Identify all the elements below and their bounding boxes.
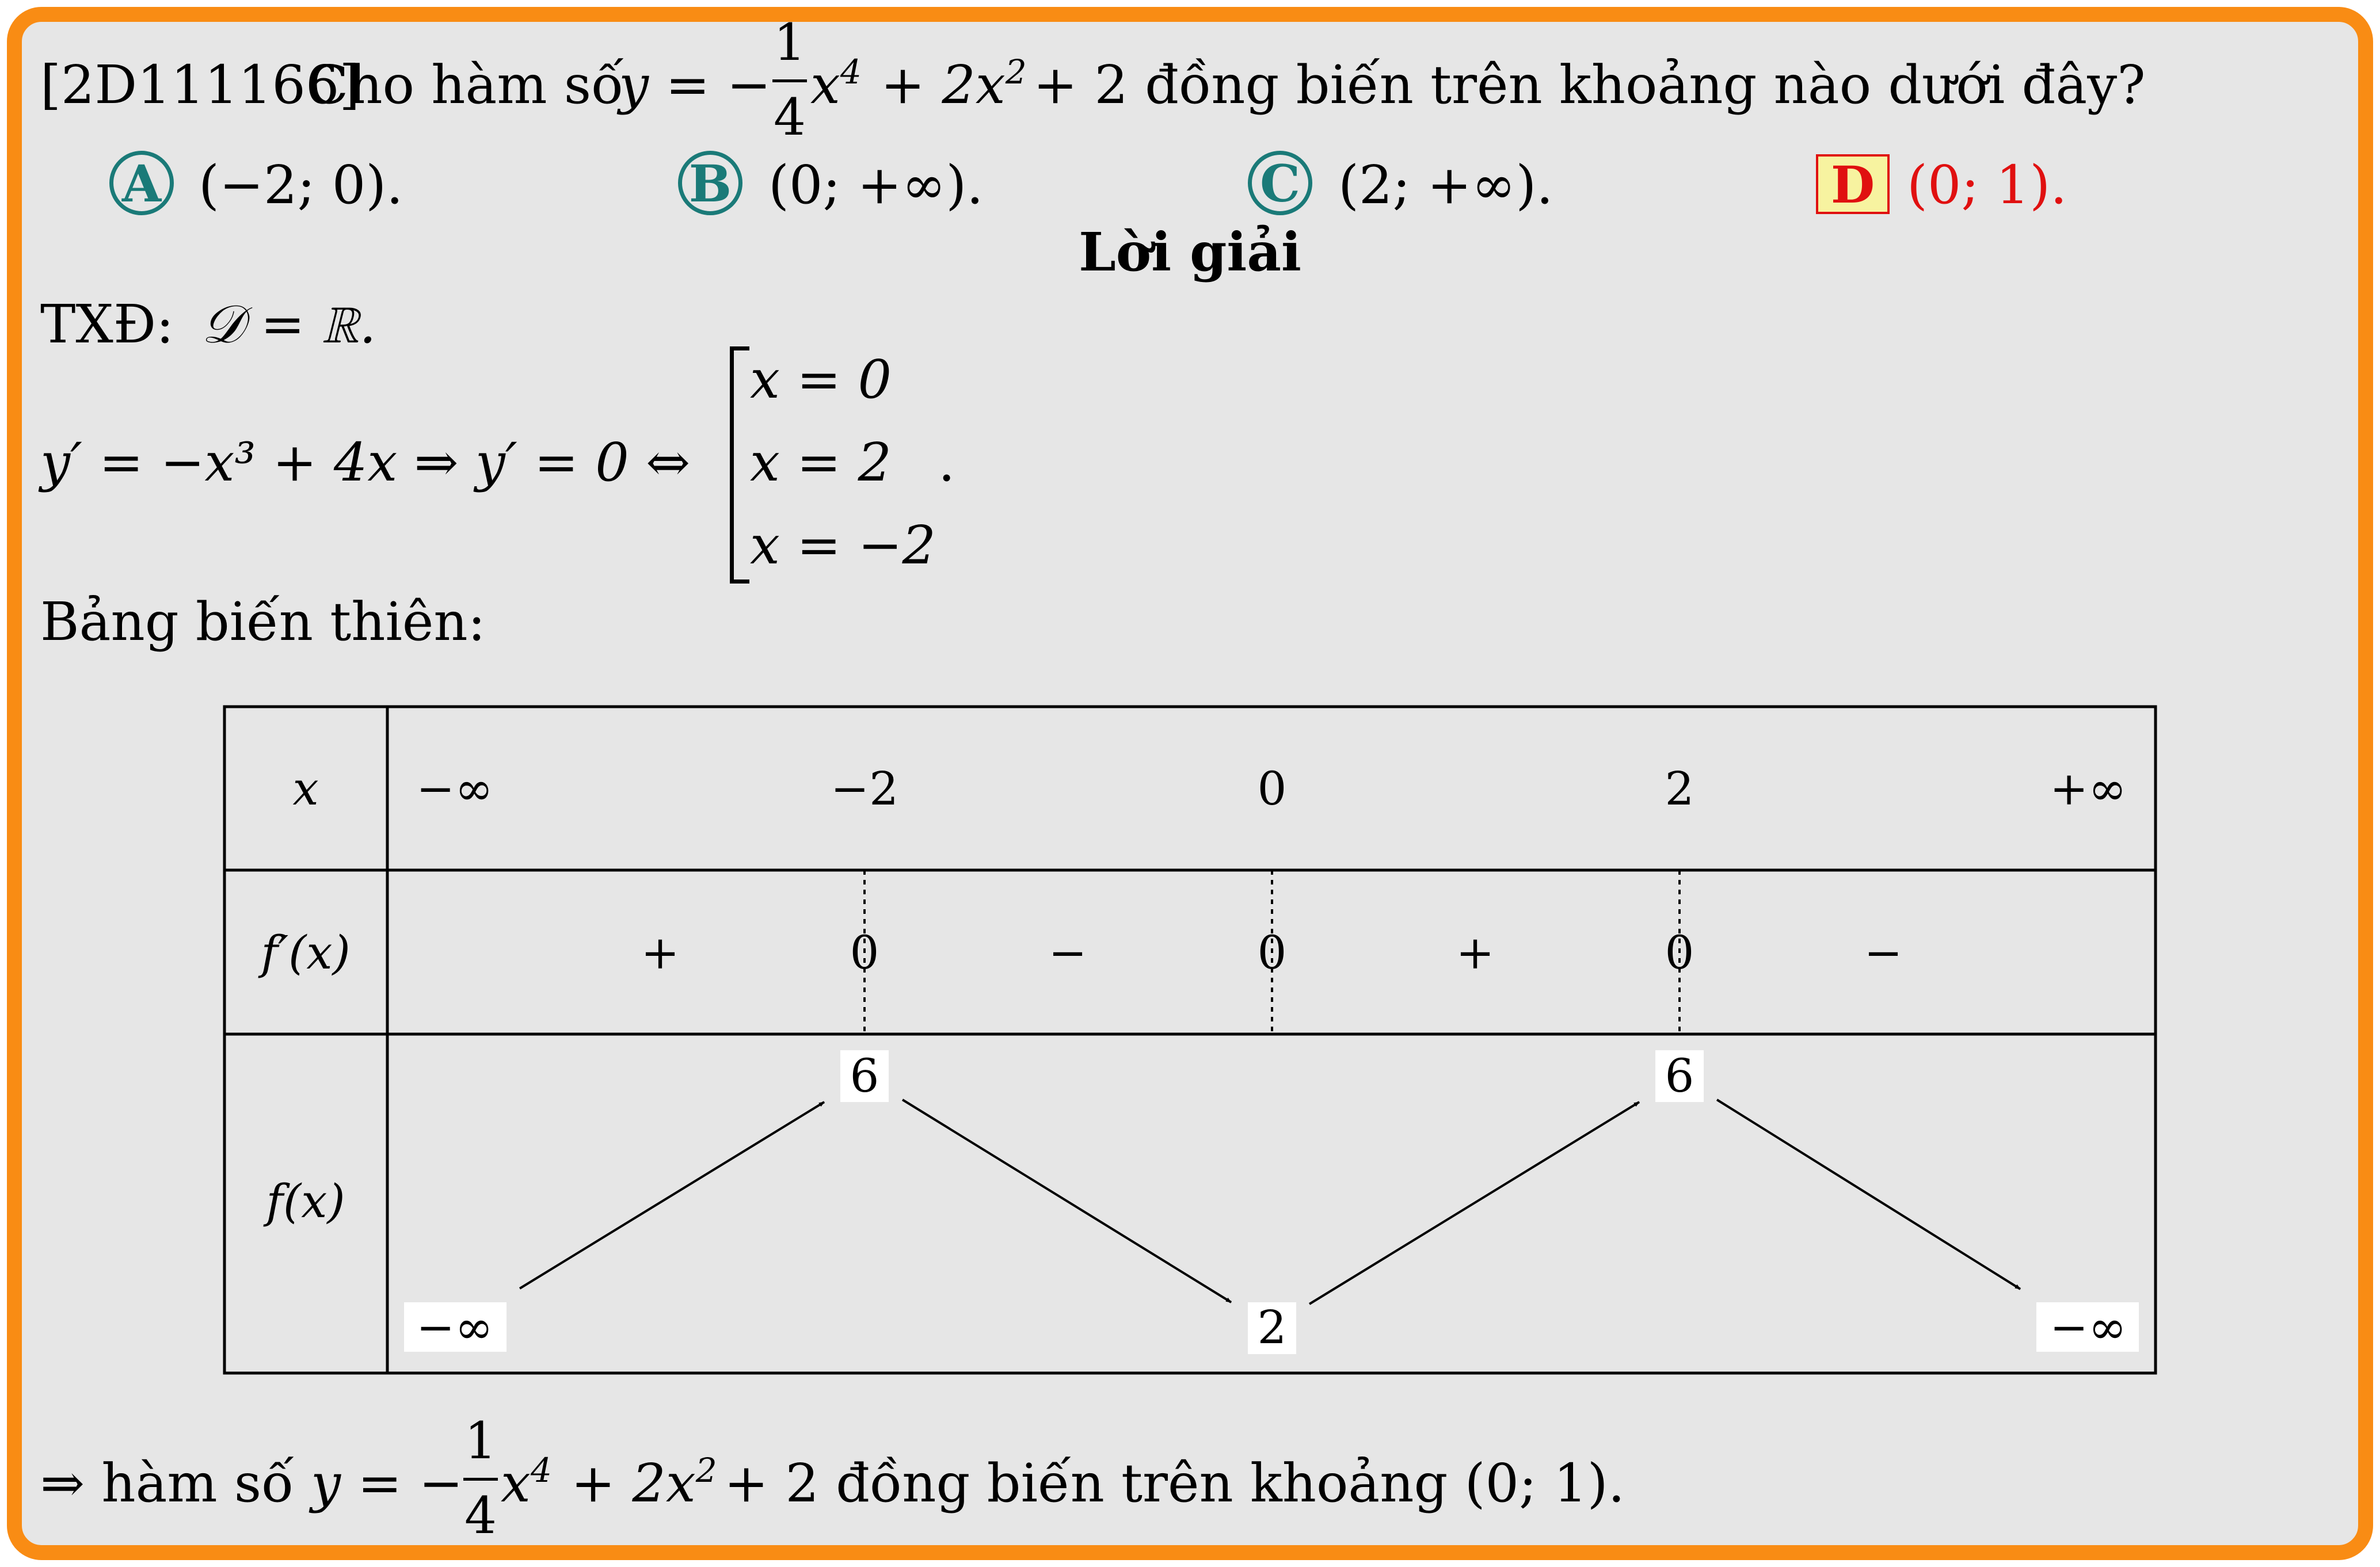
f-value: 6 bbox=[1665, 1049, 1694, 1103]
x-value: −∞ bbox=[416, 762, 493, 815]
root-line: x = 2 bbox=[750, 432, 892, 493]
zero: 0 bbox=[1665, 926, 1694, 979]
conclusion-y-eq: y = − bbox=[311, 1452, 463, 1514]
solution-heading: Lời giải bbox=[1079, 221, 1301, 283]
sign: + bbox=[641, 926, 680, 979]
root-line: x = 0 bbox=[750, 349, 892, 410]
question-y-eq: y = − bbox=[619, 54, 771, 116]
derivative-text: y′ = −x³ + 4x ⇒ y′ = 0 ⇔ bbox=[40, 432, 691, 493]
decrease-arrow bbox=[1717, 1100, 2020, 1289]
option-d-badge[interactable]: D bbox=[1816, 154, 1890, 214]
x-value: 0 bbox=[1257, 762, 1287, 815]
question-lead: Cho hàm số bbox=[308, 54, 624, 116]
question-2x2: + $2x^2$ bbox=[881, 52, 1027, 116]
conclusion-lead: ⇒ hàm số bbox=[40, 1452, 294, 1514]
conclusion-tail: + 2 đồng biến trên khoảng (0; 1). bbox=[724, 1452, 1625, 1514]
option-a-badge[interactable]: A bbox=[109, 151, 174, 215]
domain-text: 𝒟 = ℝ. bbox=[201, 293, 376, 355]
increase-arrow bbox=[520, 1102, 824, 1288]
x-value: 2 bbox=[1665, 762, 1694, 815]
option-d-text[interactable]: (0; 1). bbox=[1907, 154, 2067, 216]
f-value: −∞ bbox=[2050, 1301, 2127, 1354]
option-b-text[interactable]: (0; +∞). bbox=[768, 154, 984, 216]
txd-label: TXĐ: bbox=[40, 293, 174, 355]
fraction-numerator: 1 bbox=[464, 1411, 497, 1470]
roots-dot: . bbox=[938, 432, 955, 493]
row-label-fprime: f′(x) bbox=[261, 926, 351, 979]
decrease-arrow bbox=[903, 1100, 1231, 1302]
conclusion-x: $x^4$ bbox=[501, 1451, 552, 1514]
sign: − bbox=[1864, 926, 1903, 979]
fraction-denominator: 4 bbox=[774, 87, 806, 147]
zero: 0 bbox=[1257, 926, 1287, 979]
x-value: −2 bbox=[831, 762, 898, 815]
question-tail: + 2 đồng biến trên khoảng nào dưới đây? bbox=[1033, 54, 2146, 116]
increase-arrow bbox=[1309, 1102, 1639, 1304]
row-label-x: x bbox=[292, 762, 319, 815]
option-b-badge[interactable]: B bbox=[678, 151, 742, 215]
row-label-f: f(x) bbox=[266, 1175, 345, 1228]
fraction-bar bbox=[463, 1478, 498, 1481]
table-title: Bảng biến thiên: bbox=[40, 591, 486, 653]
zero: 0 bbox=[850, 926, 879, 979]
root-line: x = −2 bbox=[750, 514, 936, 576]
f-value: 6 bbox=[850, 1049, 879, 1103]
option-a-text[interactable]: (−2; 0). bbox=[199, 154, 403, 216]
question-id: [2D111166] bbox=[40, 54, 360, 116]
question-x: $x^4$ bbox=[810, 52, 862, 116]
sign: + bbox=[1456, 926, 1495, 979]
table-border bbox=[224, 707, 2156, 1373]
sign: − bbox=[1048, 926, 1087, 979]
f-value: 2 bbox=[1257, 1301, 1287, 1354]
option-c-text[interactable]: (2; +∞). bbox=[1338, 154, 1553, 216]
fraction-denominator: 4 bbox=[464, 1486, 497, 1545]
conclusion-2x2: + $2x^2$ bbox=[571, 1451, 717, 1514]
x-value: +∞ bbox=[2050, 762, 2127, 815]
option-c-badge[interactable]: C bbox=[1248, 151, 1312, 215]
f-value: −∞ bbox=[416, 1301, 493, 1354]
fraction-numerator: 1 bbox=[774, 13, 806, 72]
